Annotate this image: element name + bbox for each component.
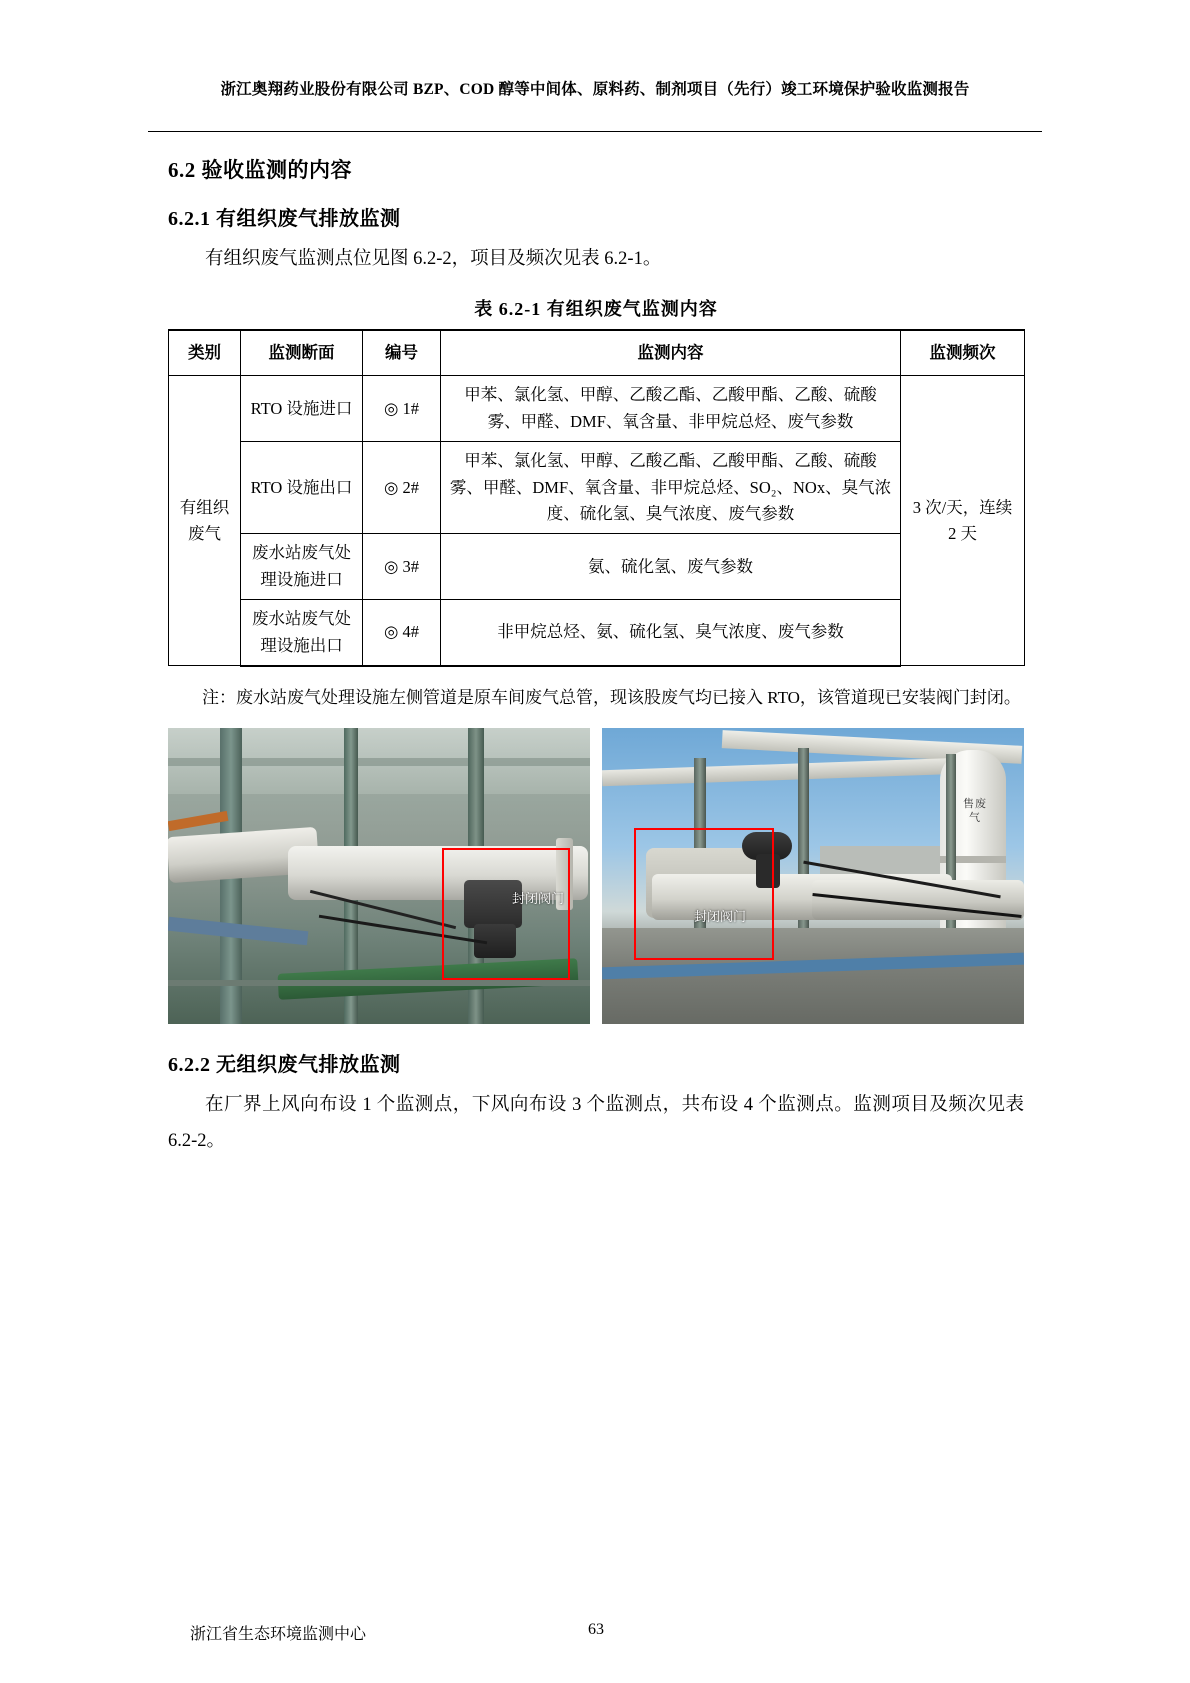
cell-content-1: 甲苯、氯化氢、甲醇、乙酸乙酯、乙酸甲酯、乙酸、硫酸雾、甲醛、DMF、氧含量、非甲烷总烃、废气参数 — [441, 376, 901, 442]
photo-row — [168, 728, 1024, 1024]
table-row — [169, 600, 1025, 666]
cell-code-3: ◎ 3# — [363, 534, 441, 600]
section-title-6-2: 6.2 验收监测的内容 — [168, 158, 352, 182]
annotation-box — [634, 828, 774, 960]
table-row — [169, 376, 1025, 442]
footer-page-number: 63 — [588, 1621, 604, 1638]
page-content — [168, 140, 1024, 1167]
table-caption: 表 6.2-1 有组织废气监测内容 — [474, 299, 718, 320]
photo-indoor-valve — [168, 728, 590, 1024]
paragraph-6-2-2: 在厂界上风向布设 1 个监测点，下风向布设 3 个监测点，共布设 4 个监测点。监测项目及频次见表 6.2-2。 — [168, 1095, 1024, 1152]
th-frequency: 监测频次 — [901, 330, 1025, 376]
monitoring-content-table — [168, 329, 1025, 667]
section-title-6-2-2: 6.2.2 无组织废气排放监测 — [168, 1054, 401, 1077]
table-note: 注：废水站废气处理设施左侧管道是原车间废气总管，现该股废气均已接入 RTO，该管道现已安装阀门封闭。 — [202, 687, 1021, 707]
table-header-row — [169, 330, 1025, 376]
cell-code-4: ◎ 4# — [363, 600, 441, 666]
cell-section-4: 废水站废气处理设施出口 — [241, 600, 363, 666]
cell-content-4: 非甲烷总烃、氨、硫化氢、臭气浓度、废气参数 — [441, 600, 901, 666]
cell-section-1: RTO 设施进口 — [241, 376, 363, 442]
overhead-pipe-shape — [602, 758, 962, 787]
cell-section-2: RTO 设施出口 — [241, 442, 363, 534]
table-row — [169, 442, 1025, 534]
header-divider — [148, 131, 1042, 132]
cell-content-2: 甲苯、氯化氢、甲醇、乙酸乙酯、乙酸甲酯、乙酸、硫酸雾、甲醛、DMF、氧含量、非甲烷总烃、SO₂、NOx、臭气浓度、硫化氢、臭气浓度、废气参数 — [441, 442, 901, 534]
cell-frequency: 3 次/天，连续 2 天 — [901, 376, 1025, 666]
annotation-label: 封闭阀门 — [694, 909, 747, 925]
th-content: 监测内容 — [441, 330, 901, 376]
th-code: 编号 — [363, 330, 441, 376]
th-section: 监测断面 — [241, 330, 363, 376]
cell-category: 有组织废气 — [169, 376, 241, 666]
tank-label: 售废气 — [963, 798, 987, 824]
cell-section-3: 废水站废气处理设施进口 — [241, 534, 363, 600]
page-header: 浙江奥翔药业股份有限公司 BZP、COD 醇等中间体、原料药、制剂项目（先行）竣工环境保护验收监测报告 — [220, 81, 970, 98]
paragraph-6-2-1: 有组织废气监测点位见图 6.2-2，项目及频次见表 6.2-1。 — [205, 249, 662, 269]
table-row — [169, 534, 1025, 600]
cell-code-2: ◎ 2# — [363, 442, 441, 534]
section-title-6-2-1: 6.2.1 有组织废气排放监测 — [168, 208, 401, 230]
rail-shape — [168, 980, 590, 986]
cell-content-3: 氨、硫化氢、废气参数 — [441, 534, 901, 600]
annotation-label: 封闭阀门 — [512, 891, 565, 907]
cell-code-1: ◎ 1# — [363, 376, 441, 442]
footer-org: 浙江省生态环境监测中心 — [190, 1626, 367, 1643]
photo-outdoor-valve — [602, 728, 1024, 1024]
th-category: 类别 — [169, 330, 241, 376]
annotation-box — [442, 848, 570, 980]
